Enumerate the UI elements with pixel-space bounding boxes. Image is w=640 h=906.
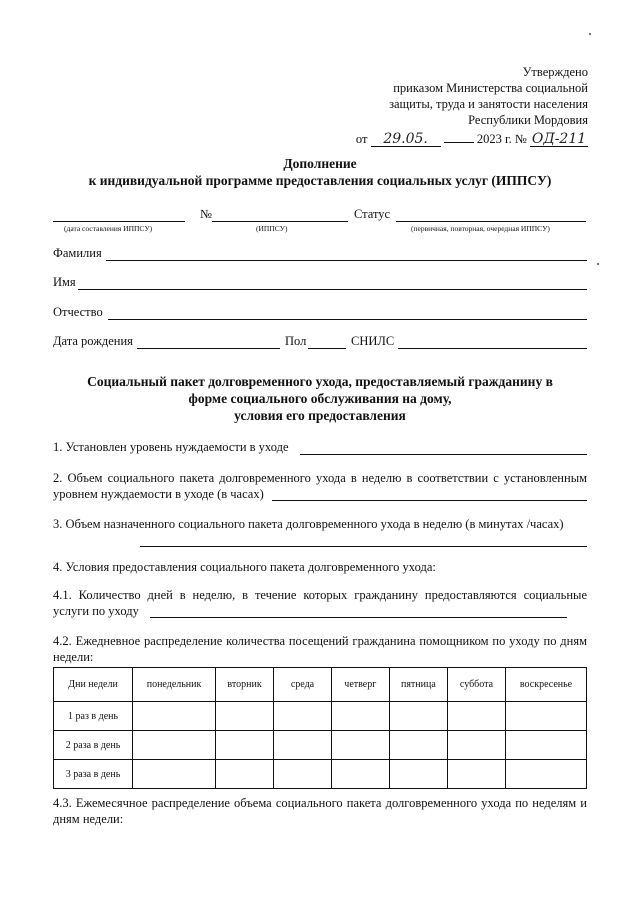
table-cell[interactable] xyxy=(274,760,332,789)
item-41-field[interactable] xyxy=(150,617,567,618)
scan-dot xyxy=(589,33,591,35)
sex-label: Пол xyxy=(285,334,307,348)
item-2-field[interactable] xyxy=(272,500,587,501)
approval-number: ОД-211 xyxy=(531,131,587,147)
visits-table xyxy=(53,667,587,789)
status-label: Статус xyxy=(354,207,391,221)
item-3-field[interactable] xyxy=(140,546,587,547)
year-label: 2023 г. № xyxy=(476,132,527,146)
table-cell[interactable] xyxy=(447,702,505,731)
title-line: к индивидуальной программе предоставления социальных услуг (ИППСУ) xyxy=(88,173,552,188)
table-cell[interactable] xyxy=(216,760,274,789)
table-header-cell: вторник xyxy=(216,668,274,702)
patronymic-field[interactable] xyxy=(108,319,587,320)
surname-field[interactable] xyxy=(106,260,587,261)
number-label: № xyxy=(200,207,212,221)
table-cell[interactable] xyxy=(506,760,587,789)
approval-date: 29.05. xyxy=(371,132,441,147)
row-label: 2 раза в день xyxy=(54,731,133,760)
item-3-text: 3. Объем назначенного социального пакета долговременного ухода в неделю (в минутах /часах) xyxy=(53,517,564,531)
caption-date: (дата составления ИППСУ) xyxy=(64,224,153,233)
item-43-text: 4.3. Ежемесячное распределение объема социального пакета долговременного ухода по неделям и дням недели: xyxy=(53,796,587,826)
table-cell[interactable] xyxy=(331,702,389,731)
approval-line: защиты, труда и занятости населения xyxy=(389,97,588,111)
approval-block xyxy=(348,64,588,147)
table-cell[interactable] xyxy=(506,731,587,760)
section-line: условия его предоставления xyxy=(234,408,406,423)
approval-line: Республики Мордовия xyxy=(468,113,588,127)
table-cell[interactable] xyxy=(274,731,332,760)
scan-dot xyxy=(597,263,599,265)
ippsu-date-field[interactable] xyxy=(53,221,185,222)
table-row xyxy=(54,760,587,789)
section-title xyxy=(0,373,640,424)
name-label: Имя xyxy=(53,275,76,289)
patronymic-label: Отчество xyxy=(53,305,103,319)
table-header-cell: четверг xyxy=(331,668,389,702)
table-header-cell: пятница xyxy=(389,668,447,702)
row-label: 3 раза в день xyxy=(54,760,133,789)
table-cell[interactable] xyxy=(506,702,587,731)
table-cell[interactable] xyxy=(274,702,332,731)
table-header-cell: Дни недели xyxy=(54,668,133,702)
table-cell[interactable] xyxy=(389,760,447,789)
table-cell[interactable] xyxy=(331,731,389,760)
section-line: форме социального обслуживания на дому, xyxy=(188,391,452,406)
item-1-label: 1. Установлен уровень нуждаемости в уходе xyxy=(53,440,289,454)
table-header-cell: суббота xyxy=(447,668,505,702)
table-cell[interactable] xyxy=(447,731,505,760)
table-cell[interactable] xyxy=(133,731,216,760)
name-field[interactable] xyxy=(78,289,587,290)
item-4-label: 4. Условия предоставления социального пакета долговременного ухода: xyxy=(53,560,436,574)
table-row xyxy=(54,702,587,731)
approval-line: приказом Министерства социальной xyxy=(393,81,588,95)
document-title xyxy=(0,155,640,189)
snils-label: СНИЛС xyxy=(351,334,395,348)
table-cell[interactable] xyxy=(133,702,216,731)
date-underline xyxy=(444,128,474,143)
table-header-cell: среда xyxy=(274,668,332,702)
table-cell[interactable] xyxy=(447,760,505,789)
table-cell[interactable] xyxy=(331,760,389,789)
approval-date-line xyxy=(348,128,588,147)
item-1-field[interactable] xyxy=(300,454,587,455)
snils-field[interactable] xyxy=(398,348,587,349)
surname-label: Фамилия xyxy=(53,246,102,260)
table-row xyxy=(54,731,587,760)
table-cell[interactable] xyxy=(216,702,274,731)
birthdate-label: Дата рождения xyxy=(53,334,133,348)
ippsu-number-field[interactable] xyxy=(212,221,348,222)
item-2-text: 2. Объем социального пакета долговременного ухода в неделю в соответствии с установленным уровнем нуждаемости в уходе (в часах) xyxy=(53,471,587,501)
caption-ippsu: (ИППСУ) xyxy=(256,224,288,233)
row-label: 1 раз в день xyxy=(54,702,133,731)
table-cell[interactable] xyxy=(133,760,216,789)
table-cell[interactable] xyxy=(389,731,447,760)
table-header-cell: понедельник xyxy=(133,668,216,702)
item-41-text: 4.1. Количество дней в неделю, в течение которых гражданину предоставляются социальные услуги по уходу xyxy=(53,588,587,618)
from-label: от xyxy=(355,132,368,146)
title-line: Дополнение xyxy=(283,156,357,171)
table-header-cell: воскресенье xyxy=(506,668,587,702)
ippsu-status-field[interactable] xyxy=(396,221,586,222)
item-42-text: 4.2. Ежедневное распределение количества посещений гражданина помощником по уходу по дням недели: xyxy=(53,634,587,664)
table-cell[interactable] xyxy=(216,731,274,760)
caption-status: (первичная, повторная, очередная ИППСУ) xyxy=(411,224,550,233)
section-line: Социальный пакет долговременного ухода, предоставляемый гражданину в xyxy=(87,374,553,389)
birthdate-field[interactable] xyxy=(137,348,280,349)
table-header-row xyxy=(54,668,587,702)
table-cell[interactable] xyxy=(389,702,447,731)
sex-field[interactable] xyxy=(308,348,346,349)
approval-line: Утверждено xyxy=(522,65,588,79)
